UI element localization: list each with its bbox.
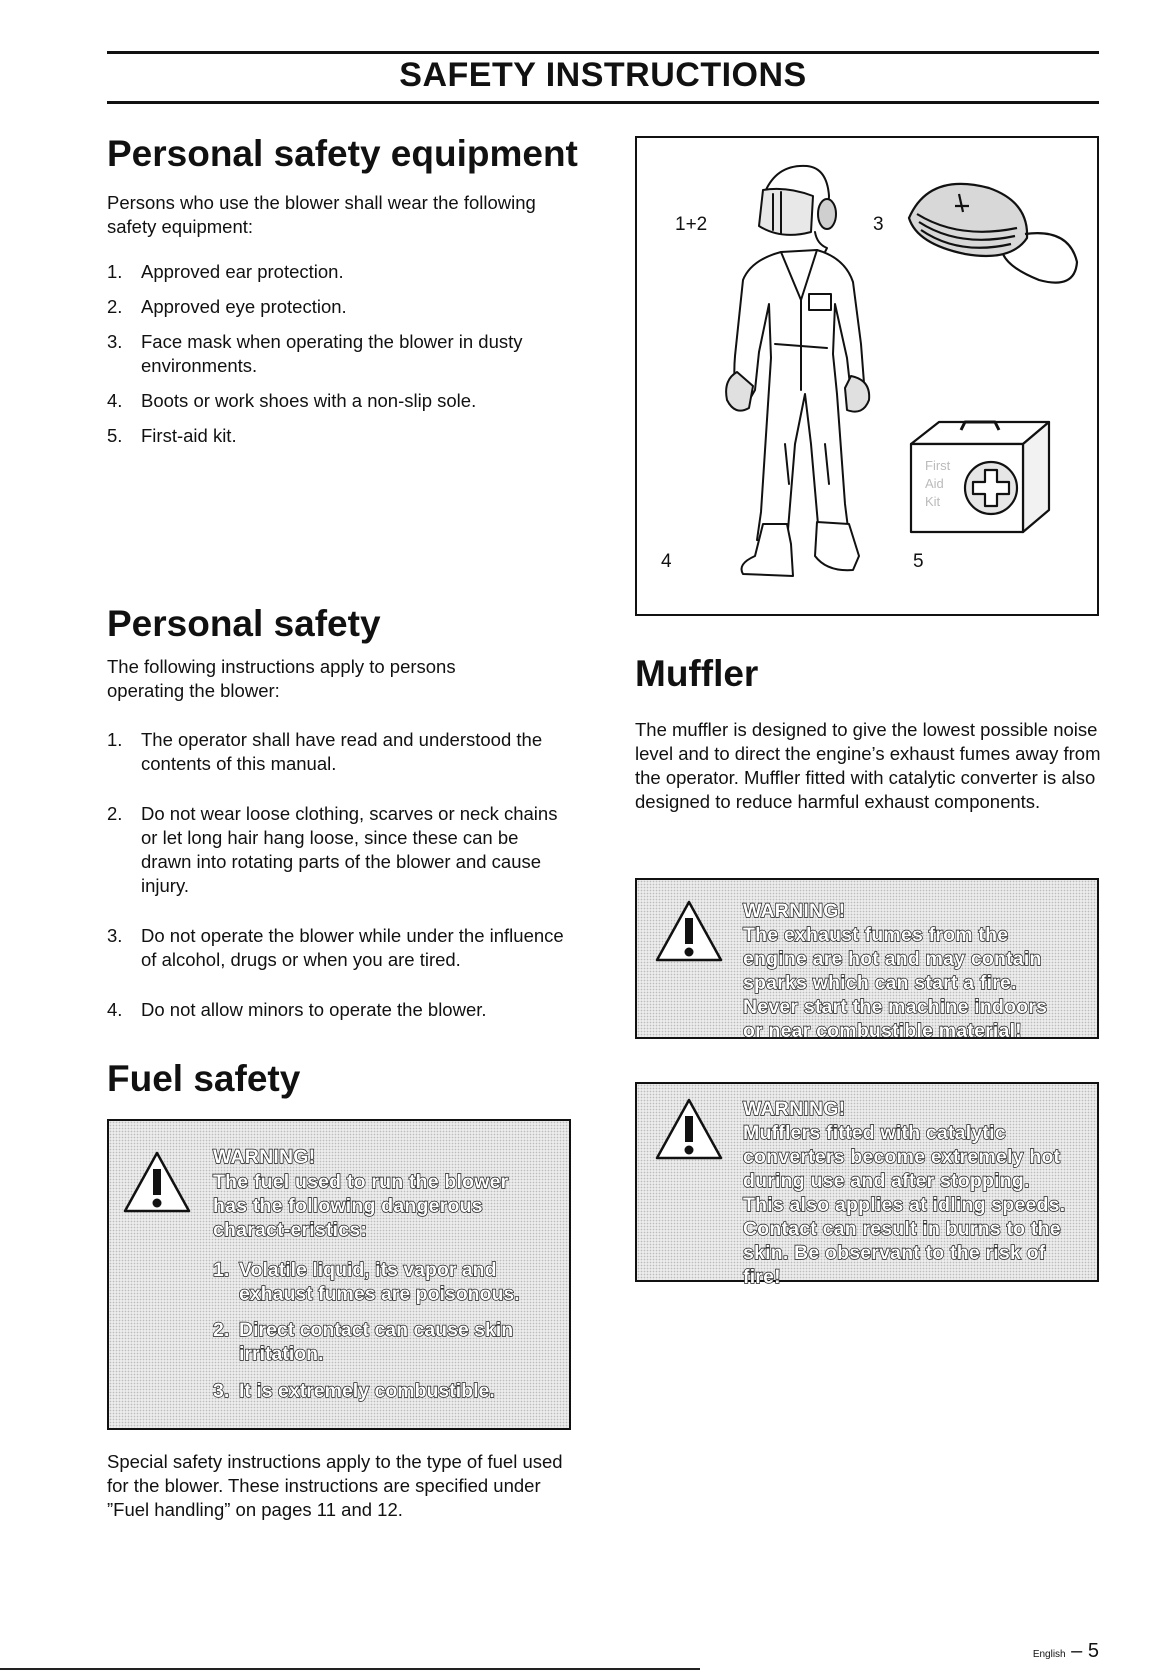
muffler-warning-title: WARNING! — [743, 1098, 846, 1120]
personal-safety-intro: The following instructions apply to persons operating the blower: — [107, 656, 456, 701]
muffler-warning-box-2 — [635, 1082, 1099, 1288]
page-title: SAFETY INSTRUCTIONS — [399, 56, 807, 94]
equipment-list — [107, 260, 577, 448]
muffler-warning-line: Contact can result in burns to the — [743, 1218, 1061, 1240]
list-item: 3. Face mask when operating the blower in dusty environments. — [107, 331, 523, 376]
fuel-safety-heading: Fuel safety — [107, 1058, 301, 1099]
muffler-warning-line: Mufflers fitted with catalytic — [743, 1122, 1006, 1144]
page-number: 5 — [1087, 1640, 1099, 1662]
kit-label-aid: Aid — [925, 476, 944, 491]
muffler-warning-line: The exhaust fumes from the — [743, 924, 1009, 946]
fuel-warning-title: WARNING! — [213, 1146, 316, 1168]
muffler-heading: Muffler — [635, 653, 759, 694]
fuel-warning-line: has the following dangerous — [213, 1195, 483, 1217]
muffler-warning-line: or near combustible material! — [743, 1020, 1022, 1042]
header-bottom-rule — [107, 101, 1099, 104]
warning-triangle-icon — [653, 1096, 725, 1162]
figure-label-ear-eye: 1+2 — [675, 214, 708, 235]
safety-equipment-figure — [635, 136, 1099, 616]
muffler-warning-line: skin. Be observant to the risk of — [743, 1242, 1046, 1264]
warning-triangle-icon — [121, 1149, 193, 1215]
muffler-warning-line: during use and after stopping. — [743, 1170, 1030, 1192]
equipment-heading: Personal safety equipment — [107, 133, 578, 174]
fuel-warning-point: 2. Direct contact can cause skin irritation. — [213, 1319, 514, 1365]
kit-label-kit: Kit — [925, 494, 941, 509]
footer-language: English — [1032, 1649, 1066, 1660]
muffler-warning-box-1 — [635, 878, 1099, 1042]
list-item: 2. Approved eye protection. — [107, 296, 347, 317]
fuel-warning-line: The fuel used to run the blower — [213, 1171, 509, 1193]
figure-label-first-aid: 5 — [913, 551, 924, 572]
personal-safety-list — [107, 728, 567, 1022]
list-item: 5. First-aid kit. — [107, 425, 237, 446]
list-item: 1. Approved ear protection. — [107, 261, 344, 282]
page-footer — [1033, 1640, 1099, 1663]
warning-triangle-icon — [653, 898, 725, 964]
fuel-note: Special safety instructions apply to the type of fuel used for the blower. These instructions are specified under ”Fuel handling” on pages 11 and 12. — [107, 1451, 563, 1520]
list-item: 4. Do not allow minors to operate the blower. — [107, 999, 487, 1020]
footer-separator: – — [1065, 1640, 1088, 1662]
bottom-edge-rule — [0, 1668, 700, 1670]
muffler-text: The muffler is designed to give the lowest possible noise level and to direct the engine’s exhaust fumes away from the operator. Muffler fitted with catalytic converter is also designed to reduce harmful exhaust components. — [635, 719, 1101, 812]
figure-label-face-mask: 3 — [873, 214, 884, 235]
face-mask-illustration — [899, 178, 1089, 298]
kit-label-first: First — [925, 458, 951, 473]
person-protective-gear-illustration — [677, 144, 877, 604]
fuel-warning-line: charact-eristics: — [213, 1219, 368, 1241]
muffler-warning-line: Never start the machine indoors — [743, 996, 1048, 1018]
list-item: 3. Do not operate the blower while under the influence of alcohol, drugs or when you are tired. — [107, 925, 564, 970]
muffler-warning-line: This also applies at idling speeds. — [743, 1194, 1066, 1216]
muffler-warning-line: engine are hot and may contain — [743, 948, 1042, 970]
list-item: 4. Boots or work shoes with a non-slip sole. — [107, 390, 477, 411]
muffler-warning-line: sparks which can start a fire. — [743, 972, 1017, 994]
muffler-warning-title: WARNING! — [743, 900, 846, 922]
fuel-warning-box — [107, 1119, 571, 1430]
fuel-warning-point: 3. It is extremely combustible. — [213, 1380, 495, 1402]
list-item: 1. The operator shall have read and understood the contents of this manual. — [107, 729, 543, 774]
muffler-warning-line: fire! — [743, 1266, 781, 1288]
personal-safety-heading: Personal safety — [107, 603, 381, 644]
figure-label-boots: 4 — [661, 551, 672, 572]
header-top-rule — [107, 51, 1099, 54]
list-item: 2. Do not wear loose clothing, scarves or neck chains or let long hair hang loose, since these can be drawn into rotating parts of the blower and cause injury. — [107, 803, 558, 896]
first-aid-kit-illustration — [899, 408, 1059, 548]
muffler-warning-line: converters become extremely hot — [743, 1146, 1061, 1168]
equipment-intro: Persons who use the blower shall wear the following safety equipment: — [107, 192, 536, 237]
fuel-warning-point: 1. Volatile liquid, its vapor and exhaust fumes are poisonous. — [213, 1259, 520, 1305]
